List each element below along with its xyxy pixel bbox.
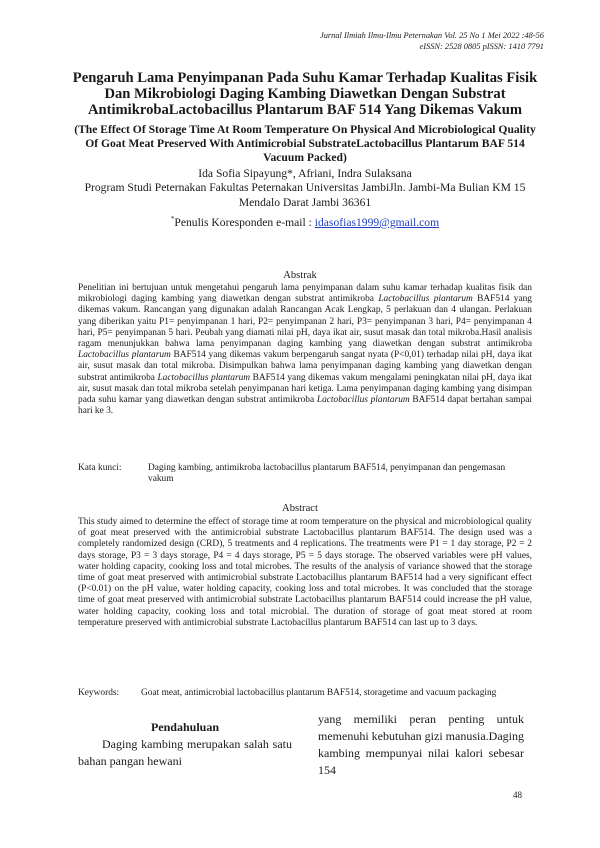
kata-kunci-label: Kata kunci: xyxy=(78,463,122,473)
body-text-right: yang memiliki peran penting untuk memenuhi kebutuhan gizi manusia.Daging kambing mempunyai nilai kalori sebesar 154 xyxy=(318,712,524,777)
title-block xyxy=(70,70,540,230)
section-heading-pendahuluan: Pendahuluan xyxy=(150,720,220,734)
abstract-text: This study aimed to determine the effect of storage time at room temperature on the physical and microbiological quality of goat meat preserved with the antimicrobial substrate Lactobacillus plantarum BAF514. The design used was a completely randomized design (CRD), 5 treatments and 4 replications. The treatments were P1 = 1 day storage, P2 = 2 days storage, P3 = 3 days storage, P4 = 4 days storage, P5 = 5 days storage. The observed variables were pH values, water holding capacity, cooking loss and total microbes. The results of the analysis of variance showed that the storage time of goat meat preserved with antimicrobial substrate Lactobacillus plantarum BAF514 had a very significant effect (P<0.01) on the pH value, water holding capacity, cooking loss and total microbes. It was concluded that the storage time of goat meat preserved with antimicrobial substrate Lactobacillus plantarum BAF514 could increase the pH value, water holding capacity, cooking loss and total microbial. The duration of storage of goat meat stored at room temperature preserved with antimicrobial substrate Lactobacillus plantarum BAF514 can last up to 3 days. xyxy=(78,517,532,628)
keywords-value: Goat meat, antimicrobial lactobacillus plantarum BAF514, storagetime and vacuum packaging xyxy=(141,688,497,698)
affiliation: Program Studi Peternakan Fakultas Peternakan Universitas JambiJln. Jambi-Ma Bulian KM 15 Mendalo Darat Jambi 36361 xyxy=(84,181,526,209)
species-name: Lactobacillus plantarum xyxy=(78,350,171,361)
body-column-left xyxy=(78,720,292,770)
body-column-right xyxy=(318,711,524,779)
kata-kunci-value: Daging kambing, antimikroba lactobacillus plantarum BAF514, penyimpanan dan pengemasan vakum xyxy=(148,463,506,485)
abstrak-text-part: BAF514 yang dikemas vakum. Rancangan yang digunakan adalah Rancangan Acak Lengkap, 5 perlakuan dan 4 ulangan. Perlakuan yang diberikan yaitu P1= penyimpanan 1 hari, P2= penyimpanan 2 hari, P3= penyimpanan 3 hari, P4= penyimpanan 4 hari, P5= penyimpanan 5 hari. Peubah yang diamati nilai pH, daya ikat air, susut masak dan total mikroba.Hasil analisis ragam menunjukkan bahwa lama penyimpanan daging kambing yang diawetkan dengan substrat antimikroba xyxy=(78,294,532,350)
paper-title-indonesian: Pengaruh Lama Penyimpanan Pada Suhu Kamar Terhadap Kualitas Fisik Dan Mikrobiologi Daging Kambing Diawetkan Dengan Substrat AntimikrobaLactobacillus Plantarum BAF 514 Yang Dikemas Vakum xyxy=(72,70,538,119)
issn-line: eISSN: 2528 0805 pISSN: 1410 7791 xyxy=(419,42,544,51)
corresponding-mark: * xyxy=(170,214,175,223)
author-list: Ida Sofia Sipayung*, Afriani, Indra Sulaksana xyxy=(198,167,412,181)
corresponding-email-link[interactable]: idasofias1999@gmail.com xyxy=(314,215,440,229)
keywords-label: Keywords: xyxy=(78,688,120,698)
abstrak-text xyxy=(78,283,532,417)
corresponding-label: Penulis Koresponden e-mail : xyxy=(174,215,315,229)
abstrak-text-part: BAF514 dapat bertahan sampai hari ke 3. xyxy=(78,395,532,417)
kata-kunci xyxy=(78,463,532,485)
species-name: Lactobacillus plantarum xyxy=(378,294,473,305)
abstrak-heading: Abstrak xyxy=(283,270,317,281)
abstrak-text-part: Penelitian ini bertujuan untuk mengetahui pengaruh lama penyimpanan dalam suhu kamar terhadap kualitas fisik dan mikrobiologi daging kambing yang diawetkan dengan substrat antimikroba xyxy=(78,283,532,305)
abstrak-text-part: BAF514 yang dikemas vakum berpengaruh sangat nyata (P<0,01) terhadap nilai pH, daya ikat air, susut masak dan total mikroba. Disimpulkan bahwa lama penyimpanan daging kambing yang diawetkan dengan substrat antimikroba xyxy=(78,350,532,383)
keywords xyxy=(78,688,532,699)
journal-citation: Jurnal Ilmiah Ilmu-Ilmu Peternakan Vol. 25 No 1 Mei 2022 :48-56 xyxy=(320,31,544,40)
journal-header xyxy=(214,30,544,52)
species-name: Lactobacillus plantarum xyxy=(316,395,410,406)
body-text-left: Daging kambing merupakan salah satu bahan pangan hewani xyxy=(78,737,292,768)
page-number: 48 xyxy=(513,790,522,800)
corresponding-author xyxy=(70,212,540,230)
abstract-heading: Abstract xyxy=(282,503,318,514)
paper-title-english: (The Effect Of Storage Time At Room Temperature On Physical And Microbiological Quality Of Goat Meat Preserved With Antimicrobial SubstrateLactobacillus Plantarum BAF 514 Vacuum Packed) xyxy=(74,122,536,165)
species-name: Lactobacillus plantarum xyxy=(157,372,251,383)
abstrak-text-part: BAF514 yang dikemas vakum mengalami peningkatan nilai pH, daya ikat air, susut masak dan total mikroba setelah penyimpanan hari ketiga. Lama penyimpanan daging kambing yang disimpan pada suhu kamar yang diawetkan dengan substrat antimikroba xyxy=(78,372,533,406)
